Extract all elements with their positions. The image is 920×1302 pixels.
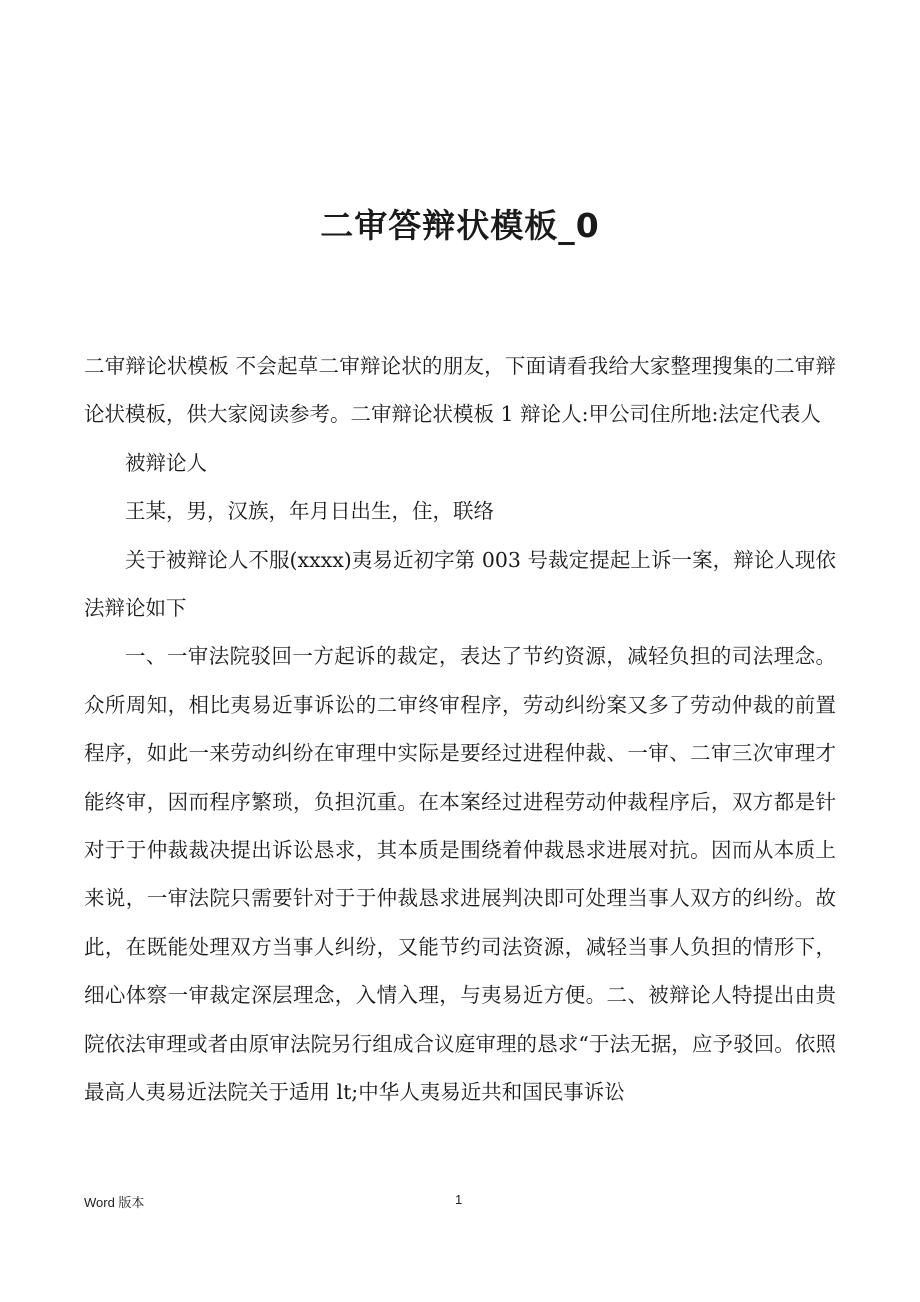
- document-title: 二审答辩状模板_0: [320, 206, 600, 245]
- footer-label: Word 版本: [84, 1195, 145, 1210]
- document-body: [84, 342, 836, 1117]
- paragraph: 一、一审法院驳回一方起诉的裁定，表达了节约资源，减轻负担的司法理念。众所周知，相比夷易近事诉讼的二审终审程序，劳动纠纷案又多了劳动仲裁的前置程序，如此一来劳动纠纷在审理中实际是要经过进程仲裁、一审、二审三次审理才能终审，因而程序繁琐，负担沉重。在本案经过进程劳动仲裁程序后，双方都是针对于于仲裁裁决提出诉讼恳求，其本质是围绕着仲裁恳求进展对抗。因而从本质上来说，一审法院只需要针对于于仲裁恳求进展判决即可处理当事人双方的纠纷。故此，在既能处理双方当事人纠纷，又能节约司法资源，减轻当事人负担的情形下，细心体察一审裁定深层理念，入情入理，与夷易近方便。二、被辩论人特提出由贵院依法审理或者由原审法院另行组成合议庭审理的恳求“于法无据，应予驳回。依照最高人夷易近法院关于适用 lt;中华人夷易近共和国民事诉讼: [84, 644, 836, 1105]
- page-number: 1: [455, 1192, 463, 1207]
- paragraph: 二审辩论状模板 不会起草二审辩论状的朋友，下面请看我给大家整理搜集的二审辩论状模板，供大家阅读参考。二审辩论状模板 1 辩论人:甲公司住所地:法定代表人: [84, 354, 836, 427]
- paragraph: 关于被辩论人不服(xxxx)夷易近初字第 003 号裁定提起上诉一案，辩论人现依法辩论如下: [84, 547, 836, 621]
- paragraph: 被辩论人: [125, 450, 207, 475]
- paragraph: 王某，男，汉族，年月日出生，住，联络: [125, 499, 494, 524]
